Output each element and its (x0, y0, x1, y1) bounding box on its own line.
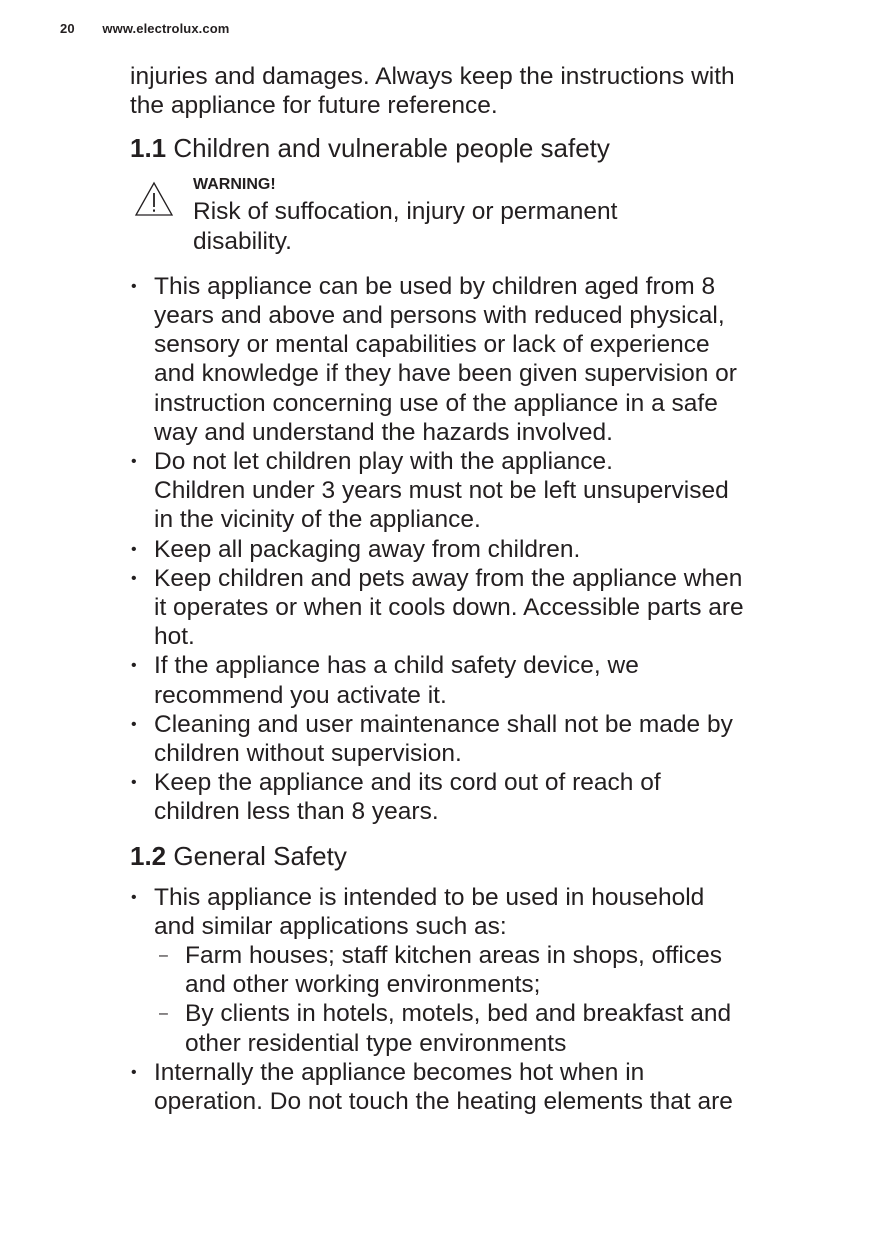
text-line: hot. (154, 623, 195, 651)
warning-triangle-icon (134, 181, 174, 217)
sub-list (154, 941, 820, 1058)
text-line: disability. (193, 227, 292, 255)
text-line: recommend you activate it. (154, 681, 447, 709)
text-line: Do not let children play with the appliance. (154, 448, 613, 476)
page-content (130, 62, 820, 1130)
sub-list-item (159, 941, 820, 999)
section-number: 1.2 (130, 840, 167, 871)
list-item (131, 883, 820, 1058)
text-line: Children under 3 years must not be left unsupervised (154, 477, 729, 505)
list-item (131, 272, 820, 447)
text-line: children less than 8 years. (154, 798, 439, 826)
warning-label: WARNING! (193, 176, 276, 194)
text-line: children without supervision. (154, 740, 462, 768)
text-line: This appliance can be used by children aged from 8 (154, 272, 716, 300)
text-line: injuries and damages. Always keep the instructions with (130, 63, 735, 90)
section-heading-general-safety (130, 841, 820, 871)
list-item (131, 710, 820, 768)
general-safety-list (130, 883, 820, 1117)
list-item (131, 1058, 820, 1116)
text-line: other residential type environments (185, 1029, 567, 1057)
text-line: Cleaning and user maintenance shall not be made by (154, 710, 733, 738)
dash-icon: – (159, 947, 168, 965)
text-line: years and above and persons with reduced physical, (154, 302, 725, 330)
warning-block (130, 175, 820, 255)
children-safety-list (130, 272, 820, 827)
text-line: Internally the appliance becomes hot when in (154, 1058, 645, 1086)
bullet-icon: • (131, 657, 137, 675)
warning-text (193, 197, 820, 255)
list-item (131, 447, 820, 535)
text-line: and knowledge if they have been given supervision or (154, 360, 737, 388)
intro-paragraph (130, 62, 820, 120)
text-line: If the appliance has a child safety device, we (154, 652, 639, 680)
bullet-icon: • (131, 569, 137, 587)
text-line: sensory or mental capabilities or lack of experience (154, 331, 710, 359)
text-line: Farm houses; staff kitchen areas in shops, offices (185, 942, 723, 970)
list-item (131, 535, 820, 564)
bullet-icon: • (131, 715, 137, 733)
list-item (131, 768, 820, 826)
list-item (131, 564, 820, 652)
bullet-icon: • (131, 1063, 137, 1081)
bullet-icon: • (131, 774, 137, 792)
text-line: Keep children and pets away from the appliance when (154, 564, 743, 592)
dash-icon: – (159, 1005, 168, 1023)
text-line: Keep the appliance and its cord out of reach of (154, 769, 661, 797)
website-url[interactable]: www.electrolux.com (102, 21, 230, 36)
page-header (60, 21, 229, 36)
bullet-icon: • (131, 888, 137, 906)
section-title: Children and vulnerable people safety (173, 133, 610, 164)
text-line: By clients in hotels, motels, bed and breakfast and (185, 1000, 732, 1028)
text-line: Risk of suffocation, injury or permanent (193, 198, 618, 226)
text-line: operation. Do not touch the heating elements that are (154, 1088, 733, 1116)
text-line: the appliance for future reference. (130, 92, 498, 120)
section-title: General Safety (173, 840, 347, 871)
list-item (131, 651, 820, 709)
section-heading-children-safety (130, 133, 820, 163)
text-line: in the vicinity of the appliance. (154, 506, 481, 534)
text-line: This appliance is intended to be used in household (154, 883, 705, 911)
text-line: way and understand the hazards involved. (154, 418, 613, 446)
bullet-icon: • (131, 277, 137, 295)
text-line: and similar applications such as: (154, 912, 507, 940)
text-line: and other working environments; (185, 971, 541, 999)
text-line: Keep all packaging away from children. (154, 535, 581, 563)
text-line: it operates or when it cools down. Accessible parts are (154, 594, 744, 622)
sub-list-item (159, 999, 820, 1057)
page-number: 20 (60, 21, 75, 36)
bullet-icon: • (131, 453, 137, 471)
section-number: 1.1 (130, 133, 167, 164)
bullet-icon: • (131, 540, 137, 558)
text-line: instruction concerning use of the appliance in a safe (154, 389, 718, 417)
